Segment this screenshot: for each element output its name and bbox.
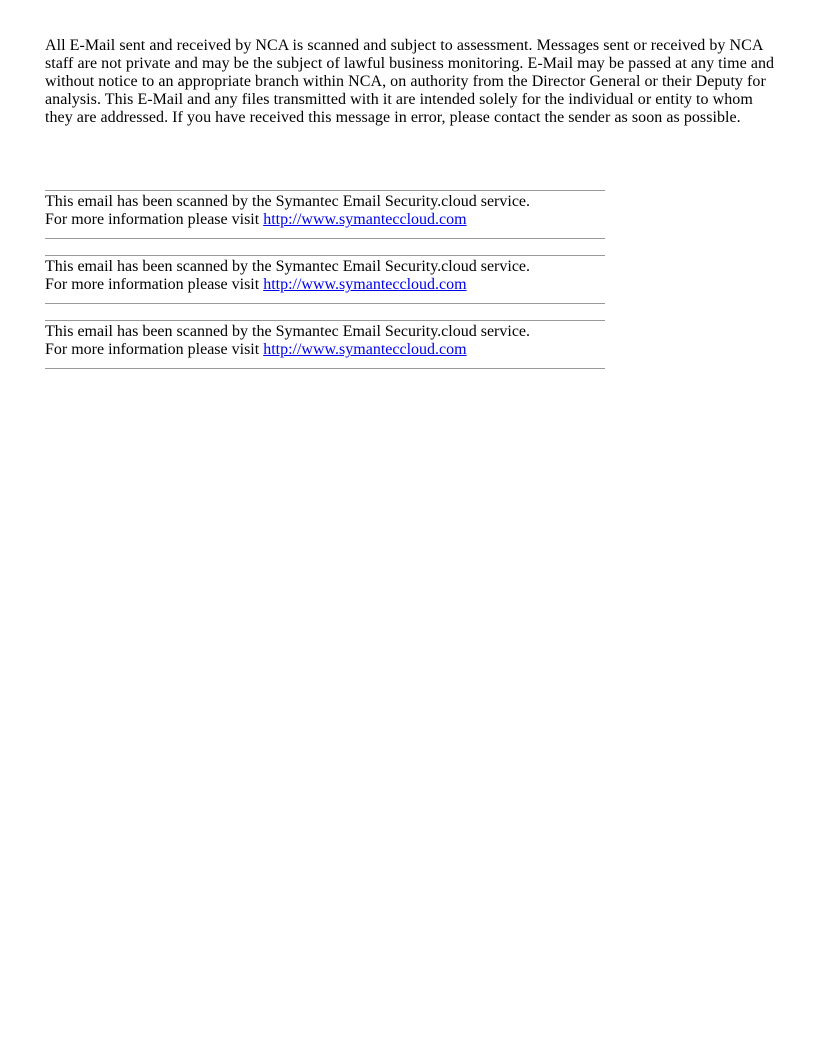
scan-notice-line: This email has been scanned by the Symantec Email Security.cloud service. bbox=[45, 193, 531, 210]
scan-notices bbox=[45, 190, 780, 369]
scan-notice-more-info bbox=[45, 276, 605, 294]
scan-notice-text bbox=[45, 191, 605, 238]
scan-notice-text bbox=[45, 256, 605, 303]
scan-notice-text bbox=[45, 321, 605, 368]
divider-bottom bbox=[45, 368, 605, 369]
confidentiality-disclaimer: All E-Mail sent and received by NCA is scanned and subject to assessment. Messages sent or received by NCA staff are not private and may be the subject of lawful business monitoring. E-Mail may be passed at any time and without notice to an appropriate branch within NCA, on authority from the Director General or their Deputy for analysis. This E-Mail and any files transmitted with it are intended solely for the individual or entity to whom they are addressed. If you have received this message in error, please contact the sender as soon as possible. bbox=[45, 37, 775, 126]
scan-notice bbox=[45, 255, 605, 304]
divider-bottom bbox=[45, 238, 605, 239]
more-info-label: For more information please visit bbox=[45, 276, 264, 293]
symanteccloud-link[interactable]: http://www.symanteccloud.com bbox=[263, 276, 467, 293]
more-info-label: For more information please visit bbox=[45, 211, 264, 228]
scan-notice-line: This email has been scanned by the Symantec Email Security.cloud service. bbox=[45, 323, 531, 340]
scan-notice-more-info bbox=[45, 211, 605, 229]
divider-bottom bbox=[45, 303, 605, 304]
email-body bbox=[45, 37, 780, 385]
symanteccloud-link[interactable]: http://www.symanteccloud.com bbox=[263, 341, 467, 358]
symanteccloud-link[interactable]: http://www.symanteccloud.com bbox=[263, 211, 467, 228]
more-info-label: For more information please visit bbox=[45, 341, 264, 358]
scan-notice bbox=[45, 320, 605, 369]
scan-notice bbox=[45, 190, 605, 239]
scan-notice-more-info bbox=[45, 341, 605, 359]
scan-notice-line: This email has been scanned by the Symantec Email Security.cloud service. bbox=[45, 258, 531, 275]
